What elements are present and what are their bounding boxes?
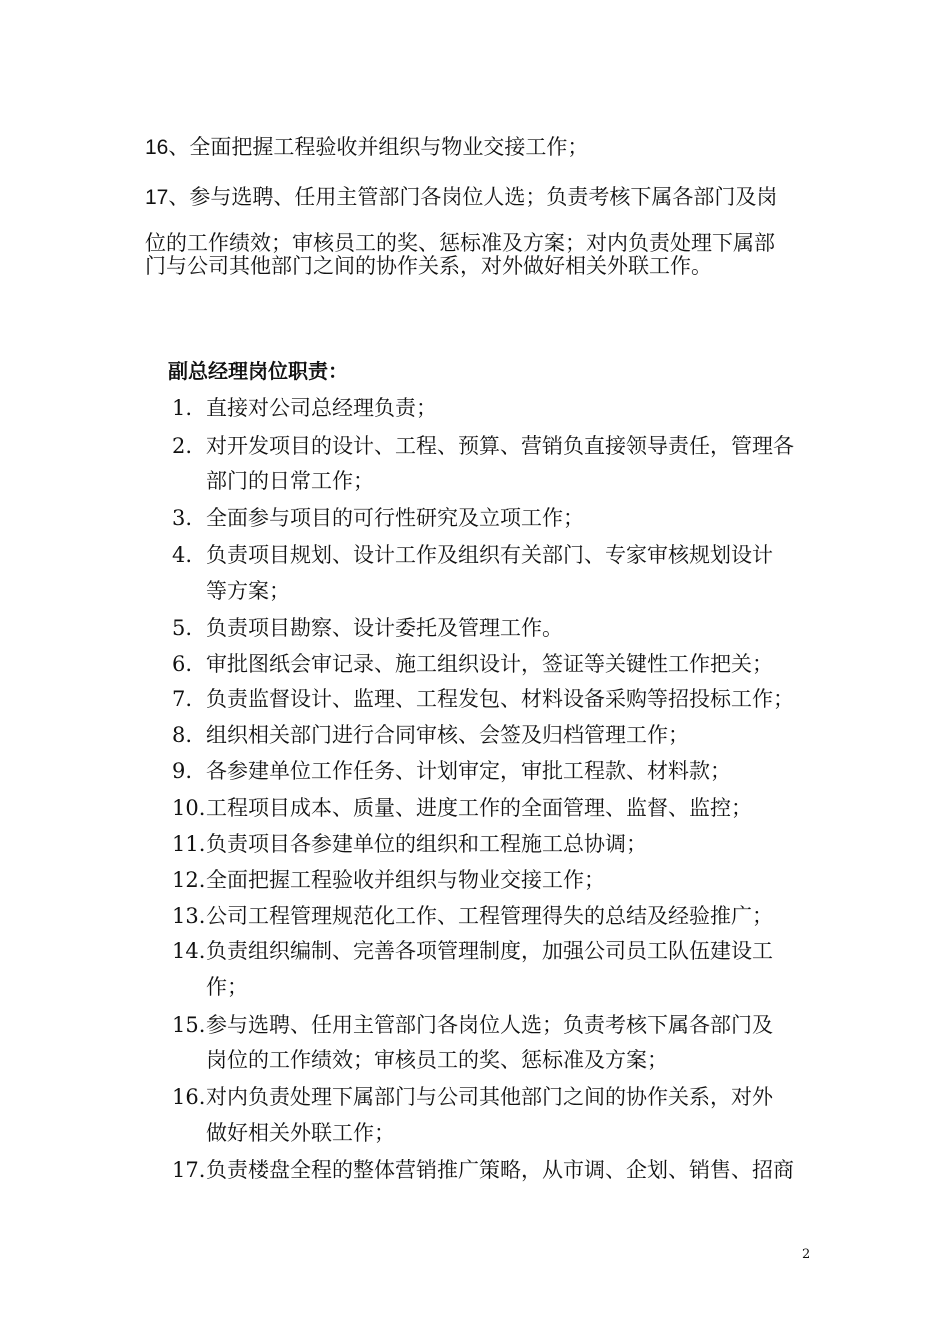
list-item-number: 1. — [172, 396, 193, 420]
list-item-number: 5. — [172, 616, 193, 640]
intro-item-17-line-1: 17、参与选聘、任用主管部门各岗位人选；负责考核下属各部门及岗 — [145, 186, 778, 209]
list-item — [172, 503, 584, 533]
list-item-text: 负责监督设计、监理、工程发包、材料设备采购等招投标工作； — [206, 687, 794, 711]
list-item-continuation: 做好相关外联工作； — [206, 1121, 395, 1145]
list-item-text: 参与选聘、任用主管部门各岗位人选；负责考核下属各部门及 — [206, 1013, 773, 1037]
list-item-text: 负责组织编制、完善各项管理制度，加强公司员工队伍建设工 — [206, 939, 773, 963]
list-item-number: 6. — [172, 652, 193, 676]
list-item — [172, 431, 794, 461]
list-item — [172, 756, 731, 786]
list-item — [172, 720, 689, 750]
list-item-text: 负责项目各参建单位的组织和工程施工总协调； — [206, 832, 647, 856]
list-item-number: 3. — [172, 506, 193, 530]
intro-item-16: 16、全面把握工程验收并组织与物业交接工作； — [145, 136, 589, 159]
list-item-text: 全面把握工程验收并组织与物业交接工作； — [206, 868, 605, 892]
list-item — [172, 901, 773, 931]
list-item-number: 7. — [172, 687, 193, 711]
list-item-number: 11. — [172, 832, 206, 856]
list-item — [172, 865, 605, 895]
list-item-continuation: 岗位的工作绩效；审核员工的奖、惩标准及方案； — [206, 1048, 668, 1072]
list-item-number: 4. — [172, 543, 193, 567]
list-item — [172, 393, 437, 423]
list-item — [172, 613, 563, 643]
list-item-number: 16. — [172, 1085, 206, 1109]
list-item — [172, 936, 773, 966]
list-item — [172, 684, 794, 714]
list-item — [172, 540, 773, 570]
list-item-number: 12. — [172, 868, 206, 892]
list-item-number: 15. — [172, 1013, 206, 1037]
intro-item-17-line-2: 位的工作绩效；审核员工的奖、惩标准及方案；对内负责处理下属部 — [145, 232, 775, 255]
list-item-text: 全面参与项目的可行性研究及立项工作； — [206, 506, 584, 530]
list-item-number: 8. — [172, 723, 193, 747]
list-item-text: 负责项目规划、设计工作及组织有关部门、专家审核规划设计 — [206, 543, 773, 567]
list-item-text: 审批图纸会审记录、施工组织设计，签证等关键性工作把关； — [206, 652, 773, 676]
list-item-continuation: 等方案； — [206, 579, 290, 603]
list-item-continuation: 部门的日常工作； — [206, 469, 374, 493]
list-item-number: 10. — [172, 796, 206, 820]
list-item-text: 对内负责处理下属部门与公司其他部门之间的协作关系，对外 — [206, 1085, 773, 1109]
list-item-number: 9. — [172, 759, 193, 783]
section-heading: 副总经理岗位职责： — [168, 359, 348, 383]
list-item-text: 负责项目勘察、设计委托及管理工作。 — [206, 616, 563, 640]
list-item-text: 组织相关部门进行合同审核、会签及归档管理工作； — [206, 723, 689, 747]
list-item-text: 负责楼盘全程的整体营销推广策略，从市调、企划、销售、招商 — [206, 1158, 794, 1182]
list-item-text: 工程项目成本、质量、进度工作的全面管理、监督、监控； — [206, 796, 752, 820]
list-item-text: 公司工程管理规范化工作、工程管理得失的总结及经验推广； — [206, 904, 773, 928]
list-item-number: 13. — [172, 904, 206, 928]
list-item-text: 各参建单位工作任务、计划审定，审批工程款、材料款； — [206, 759, 731, 783]
page-number: 2 — [802, 1247, 811, 1262]
list-item-number: 2. — [172, 434, 193, 458]
list-item — [172, 793, 752, 823]
list-item-continuation: 作； — [206, 975, 248, 999]
intro-item-17-line-3: 门与公司其他部门之间的协作关系，对外做好相关外联工作。 — [145, 255, 712, 278]
list-item-number: 14. — [172, 939, 206, 963]
list-item-text: 直接对公司总经理负责； — [206, 396, 437, 420]
list-item — [172, 1155, 794, 1185]
list-item-number: 17. — [172, 1158, 206, 1182]
list-item — [172, 829, 647, 859]
list-item — [172, 1010, 773, 1040]
list-item-text: 对开发项目的设计、工程、预算、营销负直接领导责任，管理各 — [206, 434, 794, 458]
list-item — [172, 649, 773, 679]
list-item — [172, 1082, 773, 1112]
